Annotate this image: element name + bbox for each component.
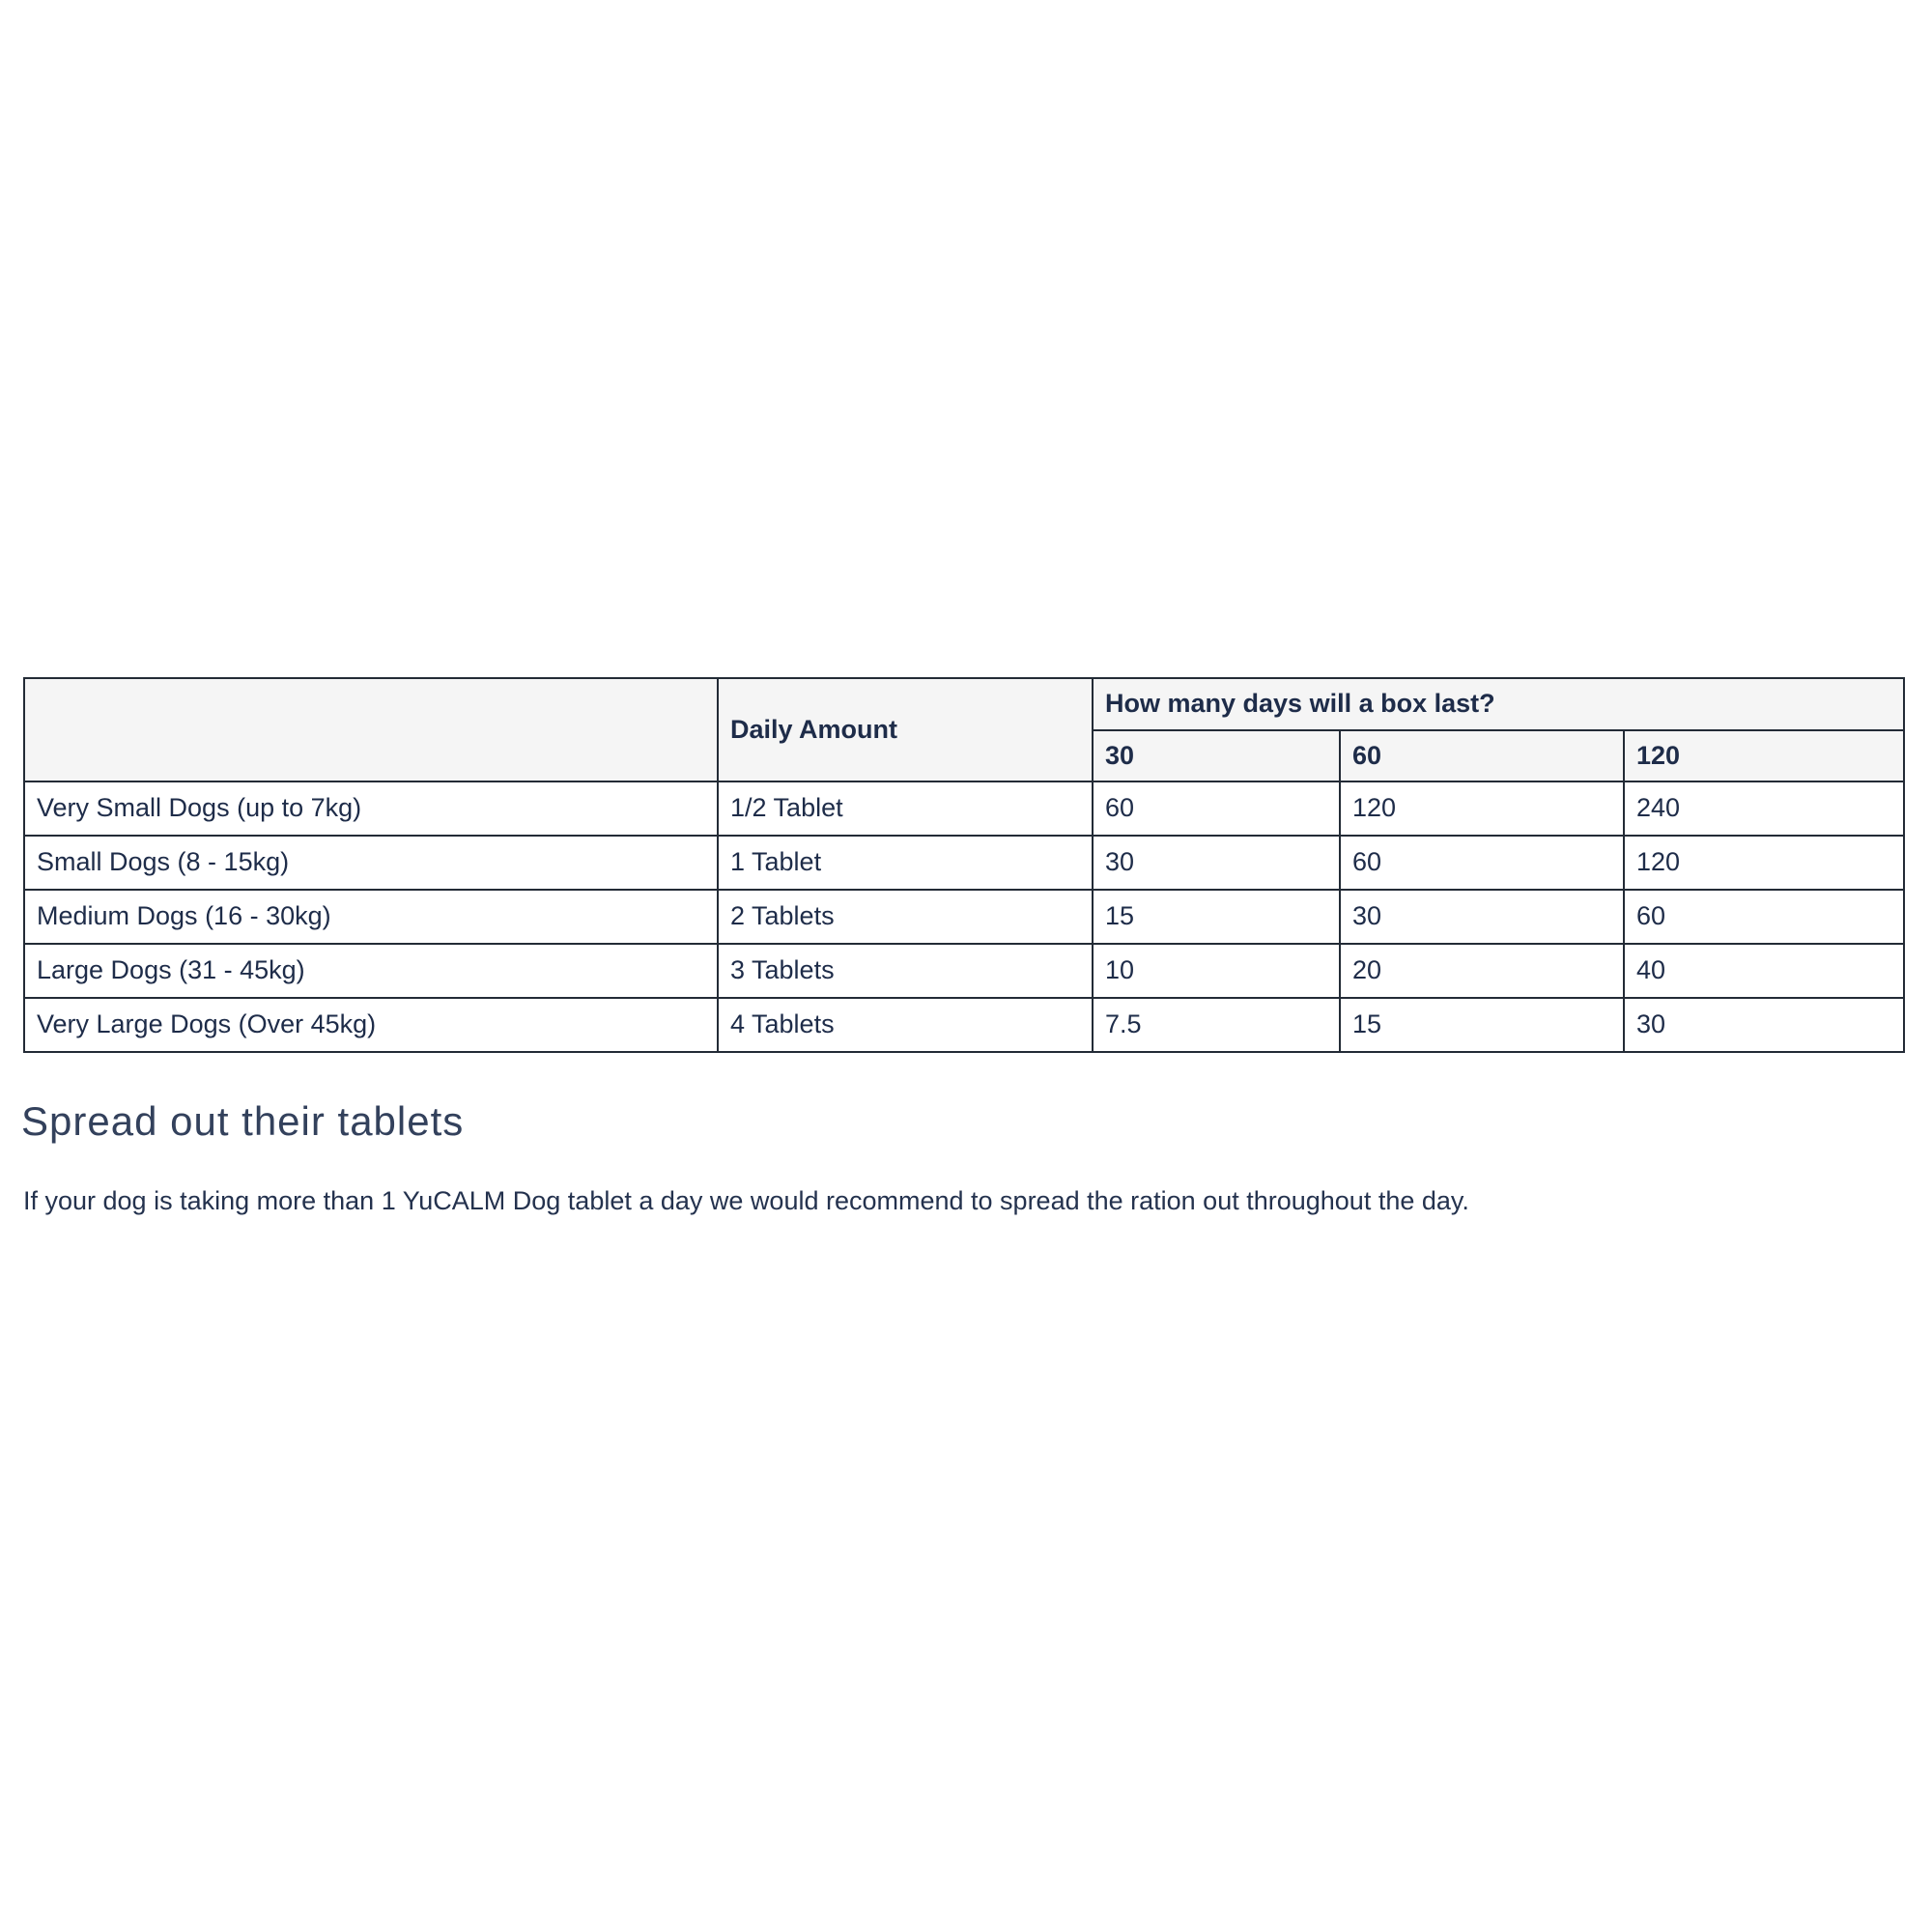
dog-size-label: Large Dogs (31 - 45kg) bbox=[24, 944, 718, 998]
days-120-value: 120 bbox=[1624, 836, 1904, 890]
days-120-value: 40 bbox=[1624, 944, 1904, 998]
days-60-value: 15 bbox=[1340, 998, 1624, 1052]
days-60-value: 20 bbox=[1340, 944, 1624, 998]
box-size-120-header: 120 bbox=[1624, 730, 1904, 781]
days-30-value: 7.5 bbox=[1093, 998, 1340, 1052]
daily-amount-value: 1/2 Tablet bbox=[718, 781, 1093, 836]
table-row bbox=[24, 890, 1904, 944]
dosage-table bbox=[23, 677, 1905, 1053]
daily-amount-value: 4 Tablets bbox=[718, 998, 1093, 1052]
dog-size-label: Very Large Dogs (Over 45kg) bbox=[24, 998, 718, 1052]
table-header-row bbox=[24, 678, 1904, 730]
days-60-value: 60 bbox=[1340, 836, 1624, 890]
days-60-value: 120 bbox=[1340, 781, 1624, 836]
dosage-section bbox=[23, 677, 1903, 1219]
daily-amount-value: 3 Tablets bbox=[718, 944, 1093, 998]
days-30-value: 30 bbox=[1093, 836, 1340, 890]
dog-size-label: Medium Dogs (16 - 30kg) bbox=[24, 890, 718, 944]
section-heading: Spread out their tablets bbox=[21, 1098, 465, 1144]
section-paragraph: If your dog is taking more than 1 YuCALM Dog tablet a day we would recommend to spread the ration out throughout the day. bbox=[23, 1185, 1469, 1215]
daily-amount-header: Daily Amount bbox=[718, 678, 1093, 781]
dog-size-label: Very Small Dogs (up to 7kg) bbox=[24, 781, 718, 836]
days-per-box-header: How many days will a box last? bbox=[1093, 678, 1904, 730]
dog-size-label: Small Dogs (8 - 15kg) bbox=[24, 836, 718, 890]
days-120-value: 30 bbox=[1624, 998, 1904, 1052]
table-row bbox=[24, 944, 1904, 998]
days-30-value: 15 bbox=[1093, 890, 1340, 944]
box-size-60-header: 60 bbox=[1340, 730, 1624, 781]
days-60-value: 30 bbox=[1340, 890, 1624, 944]
days-30-value: 60 bbox=[1093, 781, 1340, 836]
table-row bbox=[24, 836, 1904, 890]
table-row bbox=[24, 998, 1904, 1052]
days-120-value: 240 bbox=[1624, 781, 1904, 836]
corner-cell bbox=[24, 678, 718, 781]
daily-amount-value: 2 Tablets bbox=[718, 890, 1093, 944]
daily-amount-value: 1 Tablet bbox=[718, 836, 1093, 890]
days-30-value: 10 bbox=[1093, 944, 1340, 998]
box-size-30-header: 30 bbox=[1093, 730, 1340, 781]
table-row bbox=[24, 781, 1904, 836]
days-120-value: 60 bbox=[1624, 890, 1904, 944]
